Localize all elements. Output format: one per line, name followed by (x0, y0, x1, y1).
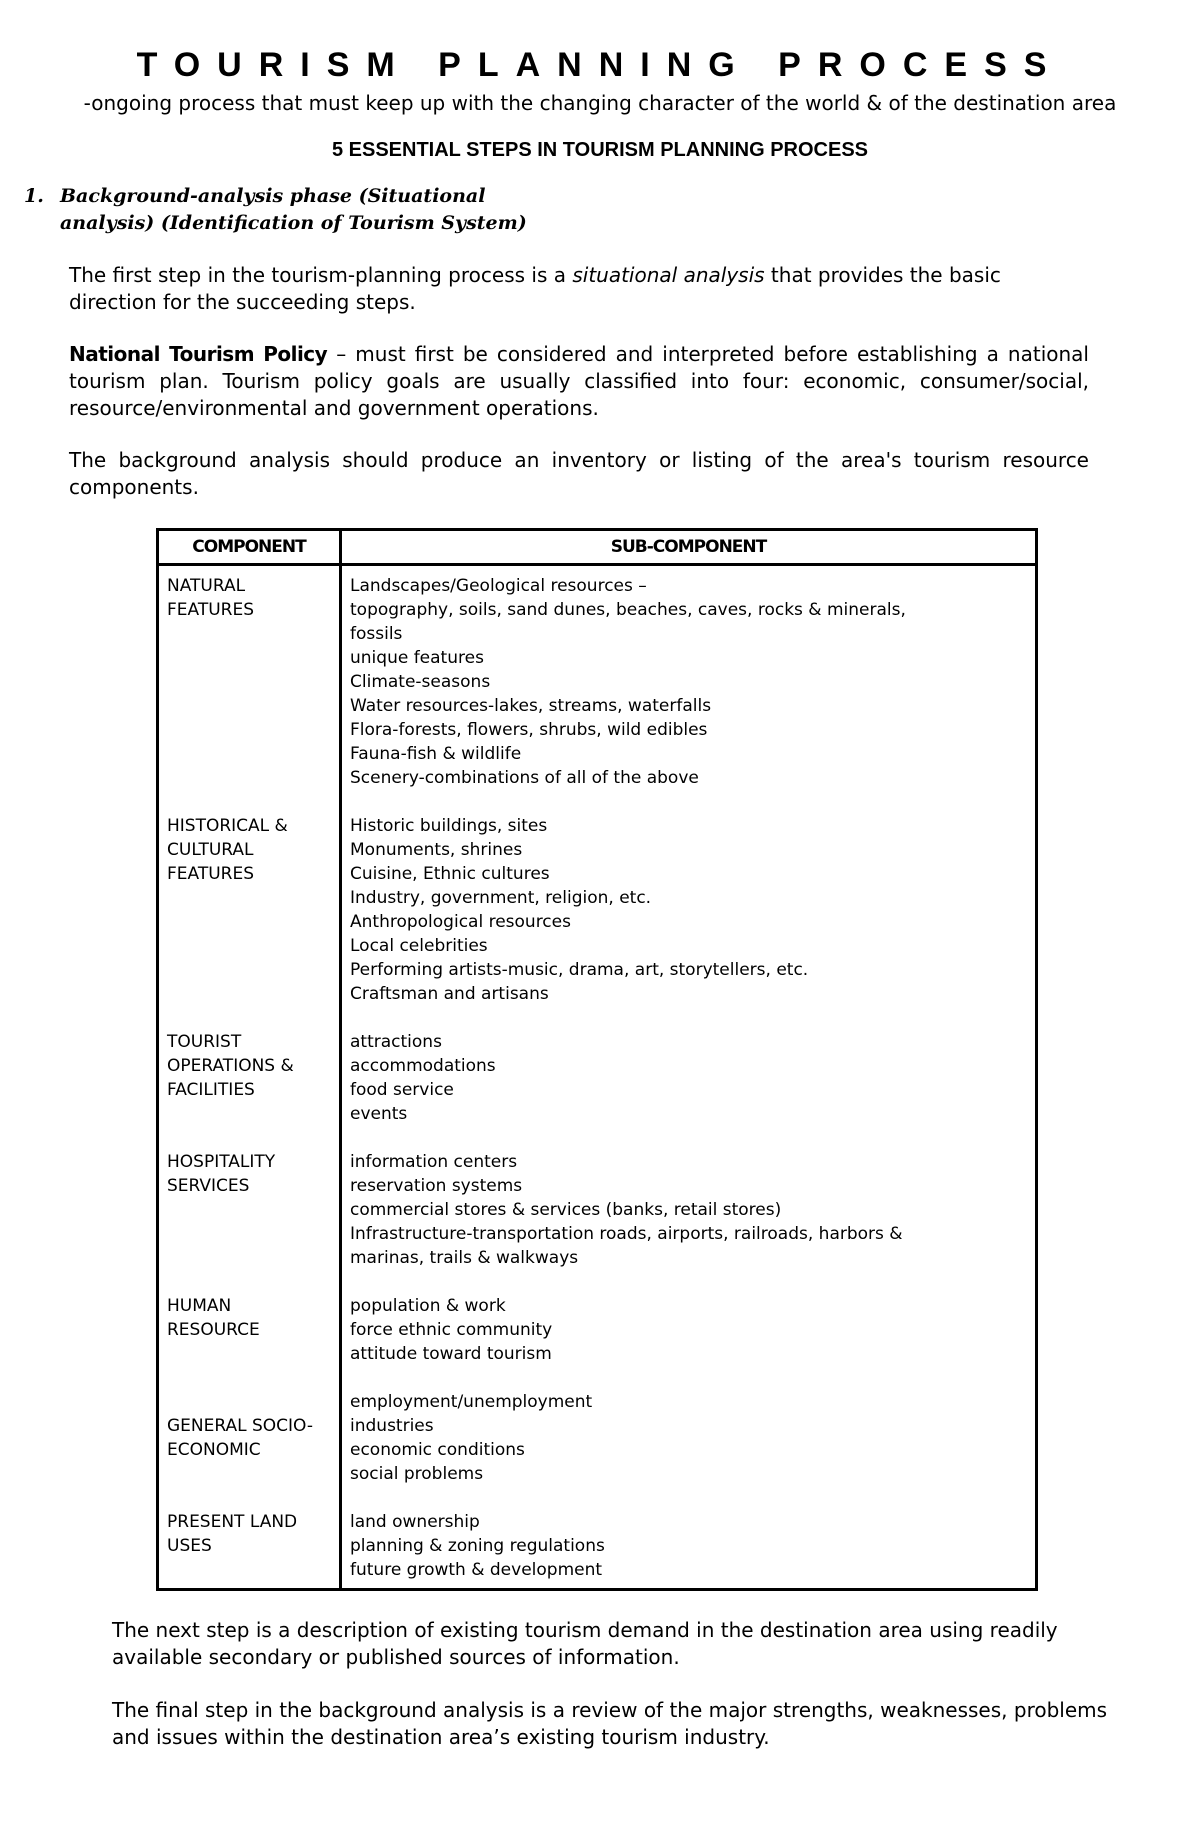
step-number: 1. (24, 185, 44, 207)
sub-component-line: unique features (350, 648, 484, 668)
component-cell (158, 1294, 341, 1390)
para-text: that provides the basic direction for the succeeding steps. (69, 263, 1001, 314)
component-line: CULTURAL (167, 840, 254, 860)
sub-component-line: Anthropological resources (350, 912, 571, 932)
sub-component-line: population & work (350, 1296, 506, 1316)
sub-component-line: information centers (350, 1152, 518, 1172)
sub-component-line: events (350, 1104, 408, 1124)
component-cell (158, 1030, 341, 1150)
sub-component-line: reservation systems (350, 1176, 523, 1196)
sub-component-line: Cuisine, Ethnic cultures (350, 864, 550, 884)
sub-component-line: fossils (350, 624, 403, 644)
sub-component-line: planning & zoning regulations (350, 1536, 605, 1556)
sub-component-line: future growth & development (350, 1560, 603, 1580)
sub-component-line: economic conditions (350, 1440, 525, 1460)
sub-component-line: accommodations (350, 1056, 496, 1076)
sub-component-line: commercial stores & services (banks, retail stores) (350, 1200, 782, 1220)
tourism-resource-table (156, 528, 1038, 1591)
sub-component-cell (341, 1390, 1037, 1510)
component-line (167, 1390, 333, 1414)
sub-component-line: force ethnic community (350, 1320, 553, 1340)
national-tourism-policy-paragraph (69, 341, 1089, 422)
component-cell (158, 1150, 341, 1294)
sub-component-cell (341, 1030, 1037, 1150)
component-line: FEATURES (167, 600, 255, 620)
component-line: GENERAL SOCIO- (167, 1416, 314, 1436)
component-line: FEATURES (167, 864, 255, 884)
page-subtitle: -ongoing process that must keep up with the changing character of the world & of the destination area (83, 91, 1117, 115)
component-line: HISTORICAL & (167, 816, 288, 836)
component-line: OPERATIONS & (167, 1056, 294, 1076)
column-header-component: COMPONENT (158, 530, 341, 565)
para-text: – must first be considered and interpreted before establishing a national tourism plan. Tourism policy goals are usually classified into four: economic, consumer/social, resource/environmental and government operations. (69, 342, 1089, 420)
component-line: HOSPITALITY (167, 1152, 276, 1172)
step-title (60, 183, 527, 237)
component-line: FACILITIES (167, 1080, 255, 1100)
sub-component-line: food service (350, 1080, 454, 1100)
table-row (158, 1390, 1037, 1510)
component-cell (158, 814, 341, 1030)
inventory-paragraph: The background analysis should produce an inventory or listing of the area's tourism resource components. (69, 448, 1089, 499)
sub-component-line: Water resources-lakes, streams, waterfalls (350, 696, 712, 716)
step-title-line: analysis) (Identification of Tourism System) (60, 212, 527, 234)
sub-component-line: employment/unemployment (350, 1392, 593, 1412)
component-line: SERVICES (167, 1176, 250, 1196)
table-row (158, 1510, 1037, 1590)
para-text: The first step in the tourism-planning process is a (69, 263, 573, 287)
emphasis-term: situational analysis (572, 263, 765, 287)
sub-component-cell (341, 1150, 1037, 1294)
situational-analysis-paragraph (69, 262, 1089, 316)
sub-component-cell (341, 814, 1037, 1030)
page-title: TOURISM PLANNING PROCESS (136, 46, 1064, 84)
sub-component-line: Industry, government, religion, etc. (350, 888, 652, 908)
component-cell (158, 1390, 341, 1510)
step-title-line: Background-analysis phase (Situational (60, 185, 486, 207)
sub-component-line: land ownership (350, 1512, 480, 1532)
table-row (158, 1150, 1037, 1294)
swot-paragraph: The final step in the background analysis is a review of the major strengths, weaknesses, problems and issues within the destination area’s existing tourism industry. (112, 1698, 1108, 1749)
sub-component-line: Craftsman and artisans (350, 984, 549, 1004)
sub-component-line: Landscapes/Geological resources – (350, 576, 647, 596)
sub-component-line: topography, soils, sand dunes, beaches, caves, rocks & minerals, (350, 600, 906, 620)
steps-heading: 5 ESSENTIAL STEPS IN TOURISM PLANNING PROCESS (331, 139, 868, 161)
sub-component-line: Scenery-combinations of all of the above (350, 768, 699, 788)
table-header-row (158, 530, 1037, 565)
sub-component-line: social problems (350, 1464, 484, 1484)
table-row (158, 565, 1037, 815)
sub-component-line: Infrastructure-transportation roads, airports, railroads, harbors & (350, 1224, 903, 1244)
component-line: ECONOMIC (167, 1440, 261, 1460)
table-row (158, 1030, 1037, 1150)
sub-component-line: attitude toward tourism (350, 1344, 552, 1364)
sub-component-line: Performing artists-music, drama, art, storytellers, etc. (350, 960, 809, 980)
sub-component-line: Fauna-fish & wildlife (350, 744, 522, 764)
sub-component-cell (341, 1294, 1037, 1390)
demand-paragraph: The next step is a description of existing tourism demand in the destination area using readily available secondary or published sources of information. (112, 1618, 1058, 1669)
sub-component-cell (341, 1510, 1037, 1590)
sub-component-line: Climate-seasons (350, 672, 491, 692)
component-line: HUMAN (167, 1296, 232, 1316)
component-cell (158, 1510, 341, 1590)
column-header-sub-component: SUB-COMPONENT (341, 530, 1037, 565)
component-cell (158, 565, 341, 815)
sub-component-line: Historic buildings, sites (350, 816, 548, 836)
table-row (158, 1294, 1037, 1390)
policy-term: National Tourism Policy (69, 342, 328, 366)
sub-component-line: attractions (350, 1032, 442, 1052)
sub-component-line: Local celebrities (350, 936, 488, 956)
sub-component-line: Monuments, shrines (350, 840, 523, 860)
sub-component-line: Flora-forests, flowers, shrubs, wild edibles (350, 720, 708, 740)
component-line: PRESENT LAND (167, 1512, 298, 1532)
table-body (158, 565, 1037, 1590)
sub-component-line: marinas, trails & walkways (350, 1248, 579, 1268)
component-line: TOURIST (167, 1032, 242, 1052)
sub-component-cell (341, 565, 1037, 815)
component-line: RESOURCE (167, 1320, 260, 1340)
component-line: NATURAL (167, 576, 246, 596)
table-row (158, 814, 1037, 1030)
component-line: USES (167, 1536, 212, 1556)
step-1-heading (24, 183, 544, 237)
sub-component-line: industries (350, 1416, 434, 1436)
